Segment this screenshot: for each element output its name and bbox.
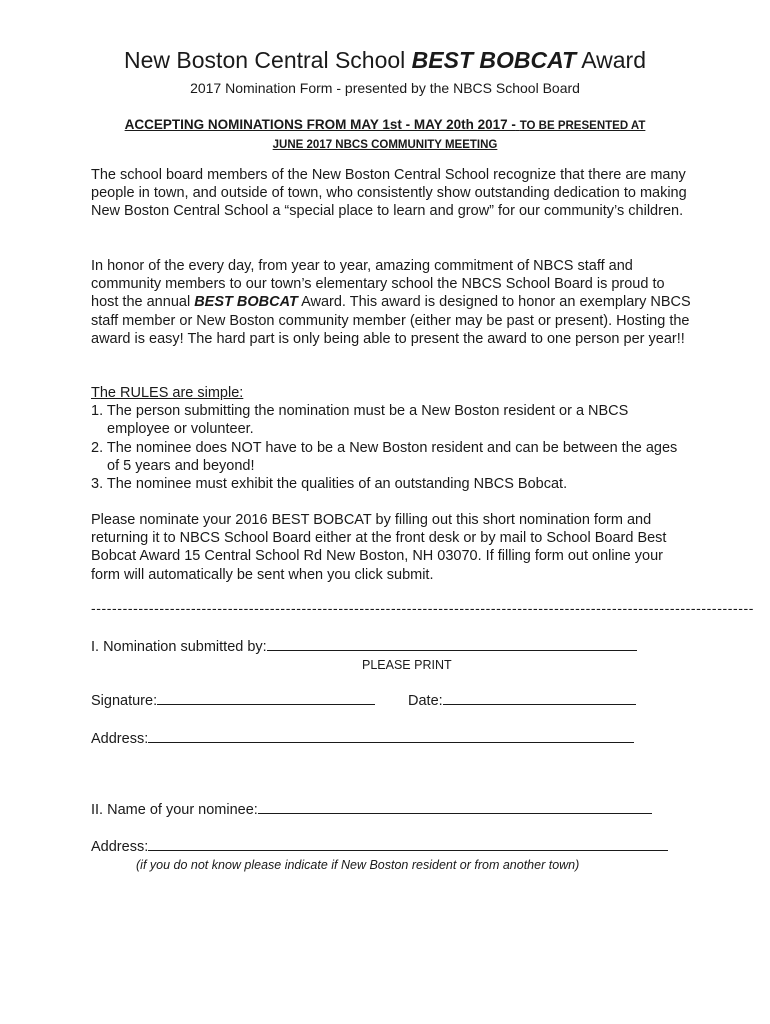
signature-field [91, 692, 375, 709]
nominee-name-field [91, 801, 652, 818]
please-print-note: PLEASE PRINT [362, 658, 452, 672]
nominee-address-input[interactable] [148, 838, 668, 851]
title-suffix: Award [581, 47, 646, 73]
date-input[interactable] [443, 692, 636, 705]
cut-line-divider: ------------------------------------------------------------------------------------------------------------------------------ [91, 600, 755, 616]
nominator-address-label: Address: [91, 731, 149, 747]
nominated-by-label: I. Nomination submitted by: [91, 639, 267, 655]
presentation-meeting: JUNE 2017 NBCS COMMUNITY MEETING [272, 139, 498, 151]
date-label: Date: [408, 693, 443, 709]
nominated-by-input[interactable] [267, 638, 637, 651]
nominee-name-label: II. Name of your nominee: [91, 802, 258, 818]
rules-heading: The RULES are simple: [91, 385, 244, 401]
title-prefix: New Boston Central School [124, 47, 406, 73]
nomination-dates-banner [40, 116, 730, 154]
signature-input[interactable] [157, 692, 375, 705]
accepting-dates: ACCEPTING NOMINATIONS FROM MAY 1st - MAY 20th 2017 - TO BE PRESENTED AT [124, 117, 646, 132]
rules-section [91, 384, 691, 493]
nominator-address-input[interactable] [148, 730, 634, 743]
honor-paragraph: In honor of the every day, from year to year, amazing commitment of NBCS staff and community members to our town’s elementary school the NBCS School Board is proud to host the annual BEST BOBCAT Award. This award is designed to honor an exemplary NBCS staff member or New Boston community member (either may be past or present). Hosting the award is easy! The hard part is only being able to present the award to one person per year!! [91, 258, 691, 347]
nominator-address-field [91, 730, 634, 747]
page-title [0, 47, 770, 74]
date-field [408, 692, 636, 709]
nominated-by-field [91, 638, 637, 655]
nominee-name-input[interactable] [258, 801, 652, 814]
rule-item: 1. The person submitting the nomination must be a New Boston resident or a NBCS employee or volunteer. [91, 403, 629, 438]
submission-instructions: Please nominate your 2016 BEST BOBCAT by filling out this short nomination form and returning it to NBCS School Board either at the front desk or by mail to School Board Best Bobcat Award 15 Central School Rd New Boston, NH 03070. If filling form out online your form will automatically be sent when you click submit. [91, 512, 667, 583]
title-award-name: BEST BOBCAT [411, 47, 577, 73]
rule-item: 2. The nominee does NOT have to be a New Boston resident and can be between the ages of 5 years and beyond! [91, 439, 678, 474]
nominee-address-field [91, 838, 668, 855]
award-name-inline: BEST BOBCAT [194, 294, 298, 311]
nominee-address-note: (if you do not know please indicate if New Boston resident or from another town) [136, 858, 580, 872]
intro-paragraph: The school board members of the New Boston Central School recognize that there are many people in town, and outside of town, who consistently show outstanding dedication to making New Boston Central School a “special place to learn and grow” for our community’s children. [91, 167, 687, 220]
page-subtitle: 2017 Nomination Form - presented by the NBCS School Board [190, 80, 580, 96]
nominee-address-label: Address: [91, 839, 149, 855]
signature-label: Signature: [91, 693, 158, 709]
rule-item: 3. The nominee must exhibit the qualities of an outstanding NBCS Bobcat. [91, 476, 568, 493]
